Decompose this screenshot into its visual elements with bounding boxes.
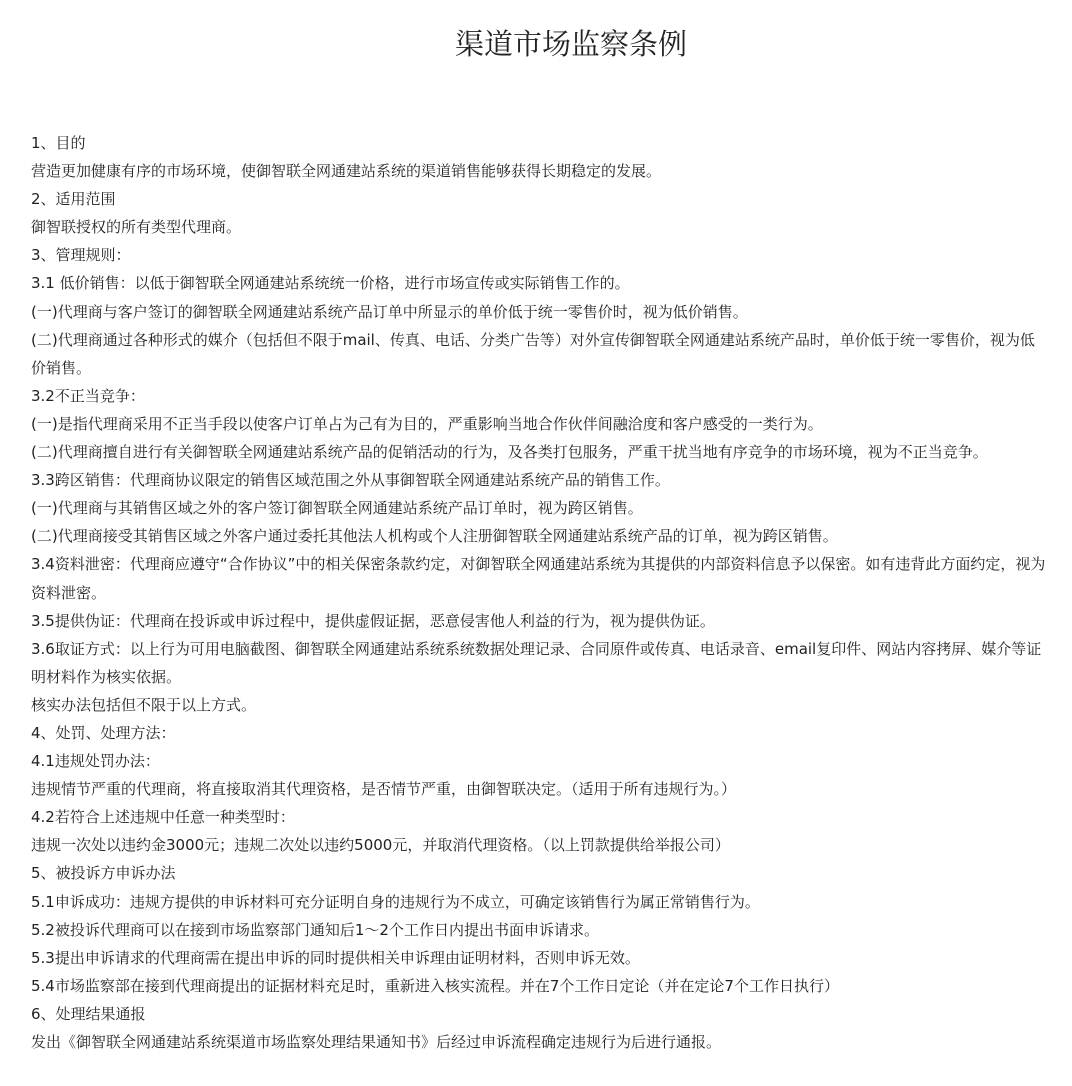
section-heading: 6、处理结果通报 [31, 1004, 146, 1023]
clause: 4.2若符合上述违规中任意一种类型时： [31, 808, 295, 827]
clause: 3.6取证方式：以上行为可用电脑截图、御智联全网通建站系统系统数据处理记录、合同原件或传真、电话录音、email复印件、网站内容拷屏、媒介等证明材料作为核实依据。 [31, 639, 1042, 686]
clause: 4.1违规处罚办法： [31, 752, 160, 771]
sub-clause: (二)代理商通过各种形式的媒介（包括但不限于mail、传真、电话、分类广告等）对外宣传御智联全网通建站系统产品时，单价低于统一零售价，视为低价销售。 [31, 330, 1035, 377]
document-body [31, 129, 1046, 1056]
sub-clause: (二)代理商接受其销售区域之外客户通过委托其他法人机构或个人注册御智联全网通建站系统产品的订单，视为跨区销售。 [31, 527, 838, 546]
clause: 5.2被投诉代理商可以在接到市场监察部门通知后1～2个工作日内提出书面申诉请求。 [31, 920, 599, 939]
section-heading: 4、处罚、处理方法： [31, 723, 176, 742]
paragraph: 御智联授权的所有类型代理商。 [31, 218, 242, 237]
document-title: 渠道市场监察条例 [454, 27, 687, 61]
paragraph: 发出《御智联全网通建站系统渠道市场监察处理结果通知书》后经过申诉流程确定违规行为后进行通报。 [31, 1033, 722, 1051]
paragraph: 营造更加健康有序的市场环境，使御智联全网通建站系统的渠道销售能够获得长期稳定的发展。 [31, 162, 662, 181]
paragraph: 核实办法包括但不限于以上方式。 [31, 695, 257, 714]
paragraph: 违规一次处以违约金3000元；违规二次处以违约5000元，并取消代理资格。（以上罚款提供给举报公司） [31, 836, 730, 855]
clause: 5.1申诉成功：违规方提供的申诉材料可充分证明自身的违规行为不成立，可确定该销售行为属正常销售行为。 [31, 892, 760, 911]
section-heading: 5、被投诉方申诉办法 [31, 864, 176, 883]
clause: 5.3提出申诉请求的代理商需在提出申诉的同时提供相关申诉理由证明材料，否则申诉无效。 [31, 948, 640, 967]
paragraph: 违规情节严重的代理商，将直接取消其代理资格，是否情节严重，由御智联决定。（适用于所有违规行为。） [31, 780, 737, 799]
sub-clause: (二)代理商擅自进行有关御智联全网通建站系统产品的促销活动的行为，及各类打包服务，严重干扰当地有序竞争的市场环境，视为不正当竞争。 [31, 443, 988, 462]
sub-clause: (一)代理商与其销售区域之外的客户签订御智联全网通建站系统产品订单时，视为跨区销售。 [31, 499, 643, 518]
sub-clause: (一)代理商与客户签订的御智联全网通建站系统产品订单中所显示的单价低于统一零售价时，视为低价销售。 [31, 302, 748, 321]
section-heading: 2、适用范围 [31, 190, 116, 209]
clause: 3.2不正当竞争： [31, 386, 145, 405]
clause: 3.5提供伪证：代理商在投诉或申诉过程中，提供虚假证据，恶意侵害他人利益的行为，视为提供伪证。 [31, 611, 715, 630]
clause: 3.3跨区销售：代理商协议限定的销售区域范围之外从事御智联全网通建站系统产品的销售工作。 [31, 471, 670, 490]
section-heading: 3、管理规则： [31, 246, 131, 265]
sub-clause: (一)是指代理商采用不正当手段以使客户订单占为己有为目的，严重影响当地合作伙伴间融洽度和客户感受的一类行为。 [31, 414, 823, 433]
clause: 3.4资料泄密：代理商应遵守“合作协议”中的相关保密条款约定，对御智联全网通建站系统为其提供的内部资料信息予以保密。如有违背此方面约定，视为资料泄密。 [31, 555, 1046, 602]
clause: 5.4市场监察部在接到代理商提出的证据材料充足时，重新进入核实流程。并在7个工作日定论（并在定论7个工作日执行） [31, 976, 839, 995]
section-heading: 1、目的 [31, 134, 86, 152]
clause: 3.1 低价销售：以低于御智联全网通建站系统统一价格，进行市场宣传或实际销售工作的。 [31, 274, 630, 293]
